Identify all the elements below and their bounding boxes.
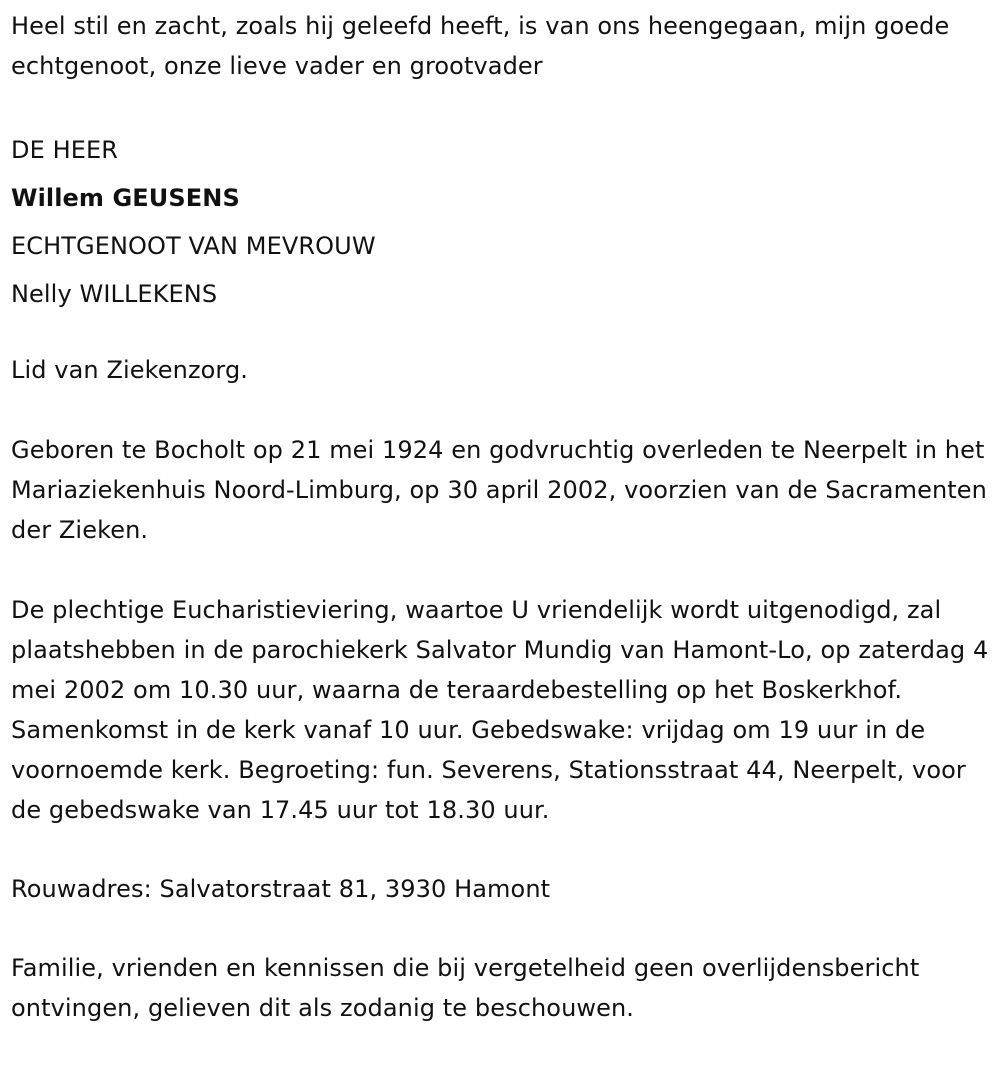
spouse-name: Nelly WILLEKENS — [11, 280, 218, 308]
closing-paragraph: Familie, vrienden en kennissen die bij vergetelheid geen overlijdensbericht ontvingen, gelieven dit als zodanig te beschouwen. — [11, 954, 920, 1022]
honorific: DE HEER — [11, 136, 119, 164]
intro-paragraph: Heel stil en zacht, zoals hij geleefd heeft, is van ons heengegaan, mijn goede echtgenoot, onze lieve vader en grootvader — [11, 12, 950, 80]
membership-line: Lid van Ziekenzorg. — [11, 356, 249, 384]
spouse-title: ECHTGENOOT VAN MEVROUW — [11, 232, 376, 260]
mourning-address: Rouwadres: Salvatorstraat 81, 3930 Hamont — [11, 875, 551, 903]
deceased-name: Willem GEUSENS — [11, 184, 240, 212]
ceremony-paragraph: De plechtige Eucharistieviering, waartoe U vriendelijk wordt uitgenodigd, zal plaatshebben in de parochiekerk Salvator Mundig van Hamont-Lo, op zaterdag 4 mei 2002 om 10.30 uur, waarna de teraardebestelling op het Boskerkhof. Samenkomst in de kerk vanaf 10 uur. Gebedswake: vrijdag om 19 uur in de voornoemde kerk. Begroeting: fun. Severens, Stationsstraat 44, Neerpelt, voor de gebedswake van 17.45 uur tot 18.30 uur. — [11, 596, 989, 824]
birth-death-paragraph: Geboren te Bocholt op 21 mei 1924 en godvruchtig overleden te Neerpelt in het Mariaziekenhuis Noord-Limburg, op 30 april 2002, voorzien van de Sacramenten der Zieken. — [11, 436, 987, 544]
